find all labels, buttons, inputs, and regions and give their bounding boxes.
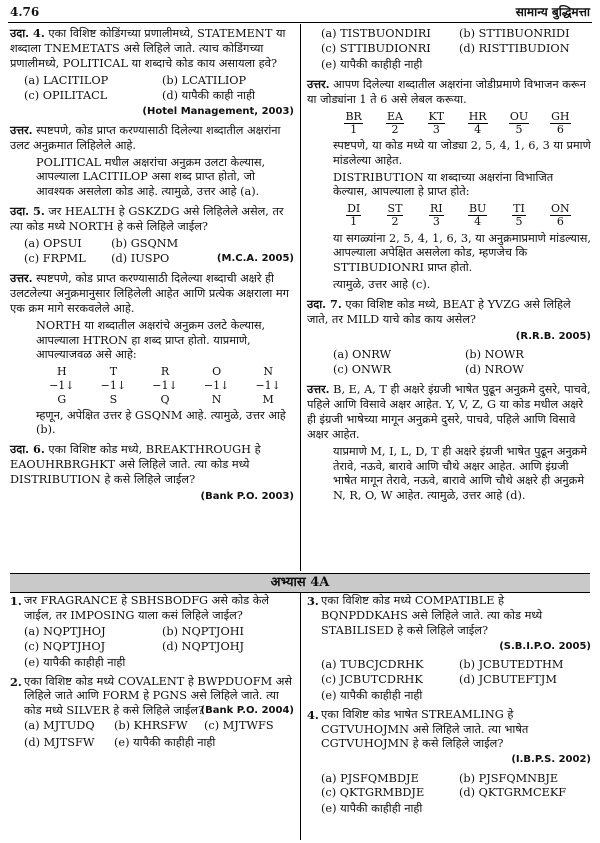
pair-number: 4 [474,122,482,136]
option-d: (d) NROW [465,363,524,377]
answer-text: NORTH या शब्दातील अक्षरांचे अनुक्रम उलटे केल्यास, आपल्याला HTRON हा शब्द प्राप्त होतो. याप्रमाणे, आपल्याजवळ असे आहे: [36,318,266,362]
answer-text: त्यामुळे, उत्तर आहे (c). [333,278,431,292]
left-column [10,26,294,508]
options [321,27,591,57]
pair: HR [468,109,487,123]
code-letter: M [262,392,274,406]
example-6 [10,442,294,503]
pair-number: 1 [350,122,358,136]
arrow: −1↓ [203,379,230,393]
pair-number: 2 [391,215,399,229]
code-letter: Q [160,392,170,406]
options [333,348,591,378]
exercise-right-column [307,594,591,821]
option-e: (e) यापैकी काहीही नाही [321,57,423,71]
exercise-question-2 [10,675,294,752]
answer-6 [307,77,591,293]
arrow: −1↓ [49,379,75,393]
option-c: (c) OPILITACL [24,88,108,102]
pair: BU [468,202,487,216]
option-a: (a) ONRW [333,348,392,362]
question-text: एका विशिष्ट कोड मध्ये COMPATIBLE हे BQNPDDKAHS असे लिहिले जाते. त्या कोड मध्ये STABILISED हे कसे लिहिले जाईल? [321,594,543,637]
pair-table-2 [333,203,581,228]
question-number: 4. [307,707,319,722]
letter: O [212,365,222,379]
arrow: −1↓ [100,379,127,393]
source: (Bank P.O. 2004) [200,705,294,717]
source: (I.B.P.S. 2002) [511,754,591,766]
exercise-column-divider [300,592,301,840]
option-c: (c) QKTGRMBDJE [321,786,425,800]
exercise-question-3 [307,594,591,704]
letter-mapping [36,365,294,406]
option-a: (a) TUBCJCDRHK [321,657,424,671]
code-letter: N [211,392,222,406]
option-e: (e) यापैकी काहीही नाही [321,688,423,702]
source: (Hotel Management, 2003) [142,105,294,117]
pair-number: 3 [432,215,440,229]
example-6-options [307,27,591,73]
answer-label: उत्तर. [10,270,33,285]
letter: R [160,365,170,379]
option-a: (a) TISTBUONDIRI [321,27,431,40]
answer-label: उत्तर. [307,381,330,396]
arrow: −1↓ [152,379,178,393]
options [24,625,294,655]
source: (R.R.B. 2005) [515,330,591,342]
letter: H [57,365,67,379]
pair-number: 4 [474,215,482,229]
pair: TI [513,202,525,216]
answer-text: POLITICAL मधील अक्षरांचा अनुक्रम उलटा केल्यास, आपल्याला LACITILOP असा शब्द प्राप्त होतो, जो आवश्यक असलेला कोड आहे. त्यामुळे, उत्तर आहे (a). [36,155,266,199]
page-header [10,3,590,21]
source: (M.C.A. 2005) [216,252,294,264]
question-text: जर HEALTH हे GSKZDG असे लिहिलेले असेल, तर त्या कोड मध्ये NORTH हे कसे लिहिले जाईल? [10,205,284,234]
example-label: उदा. 4. [10,26,45,40]
page-title: सामान्य बुद्धिमत्ता [515,5,590,20]
answer-text: म्हणून, अपेक्षित उत्तर हे GSQNM आहे. त्यामुळे, उत्तर आहे (b). [36,408,286,437]
option-d: (d) RISTTIBUDION [459,41,570,55]
pair-number: 6 [556,122,564,136]
pair: EA [387,109,403,123]
answer-text: B, E, A, T ही अक्षरे इंग्रजी भाषेत पुढून अनुक्रमे दुसरे, पाचवे, पहिले आणि विसावे अक्षर आहेत. Y, V, Z, G या कोड मधील अक्षरे ही इंग्रजी भाषेच्या मागून अनुक्रमे दुसरे, पाचवे, पहिले आणि विसावे अक्षर आहेत. [307,382,591,441]
answer-text: या सगळ्यांना 2, 5, 4, 1, 6, 3, या अनुक्रमाप्रमाणे मांडल्यास, आपल्याला अपेक्षित असलेला कोड, म्हणजेच कि STTIBUDIONRI प्राप्त होतो. [333,231,592,275]
pair: BR [345,109,362,123]
pair-number: 5 [515,122,523,136]
pair: ON [550,202,570,216]
option-c: (c) JCBUTCDRHK [321,672,423,686]
option-b: (b) JCBUTEDTHM [459,657,564,671]
option-d: (d) JCBUTEFTJM [459,672,557,686]
pair-number: 2 [391,122,399,136]
option-b: (b) KHRSFW [114,719,188,733]
page-number: 4.76 [10,5,40,20]
options [24,74,294,104]
question-text: एका विशिष्ट कोड मध्ये, BEAT हे YVZG असे लिहिले जाते, तर MILD याचे कोड काय असेल? [307,298,571,327]
question-number: 2. [10,674,22,689]
answer-text: DISTRIBUTION या शब्दाच्या अक्षरांना विभाजित केल्यास, आपल्याला हे प्राप्त होते: [333,170,554,199]
letter: T [109,365,118,379]
answer-text: स्पष्टपणे, कोड प्राप्त करण्यासाठी दिलेल्या शब्दातील अक्षरांना उलट अनुक्रमात लिहिलेले आहे. [10,123,281,152]
exercise-question-4 [307,708,591,818]
exercise-banner [10,573,590,593]
source: (Bank P.O. 2003) [200,491,294,503]
pair: OU [509,109,529,123]
option-d: (d) NQPTJOHJ [162,639,245,653]
options [24,719,294,734]
option-b: (b) LCATILIOP [162,73,247,87]
question-text: एका विशिष्ट कोडिंगच्या प्रणालीमध्ये, STATEMENT या शब्दाला TNEMETATS असे लिहिले जाते. त्याच कोडिंगच्या प्रणालीमध्ये, POLITICAL या शब्दाचे कोड काय असायला हवे? [10,27,286,70]
option-b: (b) STTIBUONRIDI [459,27,570,40]
pair: GH [551,109,570,123]
pair: ST [387,202,403,216]
pair: DI [347,202,361,216]
letter: N [263,365,273,379]
option-b: (b) NOWR [465,348,524,362]
answer-text: स्पष्टपणे, कोड प्राप्त करण्यासाठी दिलेल्या शब्दाची अक्षरे ही उलटलेल्या अनुक्रमानुसार लिहिलेली आहेत आणि प्रत्येक अक्षराला मग एक क्रम मागे सरकवलेले आहे. [10,271,289,315]
option-a: (a) NQPTJHOJ [24,624,106,638]
example-label: उदा. 5. [10,204,45,219]
option-b: (b) GSQNM [111,237,179,251]
header-rule [8,22,592,23]
exercise-question-1 [10,594,294,671]
option-e: (e) यापैकी काहीही नाही [321,802,423,816]
option-b: (b) NQPTJOHI [162,624,245,638]
option-e: (e) यापैकी काहीही नाही [24,655,126,669]
option-a: (a) LACITILOP [24,73,109,87]
answer-text: आपण दिलेल्या शब्दातील अक्षरांना जोडीप्रमाणे विभाजन करून या जोड्यांना 1 ते 6 असे लेबल करूया. [307,77,586,106]
arrow: −1↓ [255,379,281,393]
pair: KT [428,109,445,123]
option-a: (a) PJSFQMBDJE [321,771,419,785]
option-e: (e) यापैकी काहीही नाही [114,736,216,750]
example-7 [307,297,591,378]
question-number: 3. [307,594,319,608]
answer-text: याप्रमाणे M, I, L, D, T ही अक्षरे इंग्रजी भाषेत पुढून अनुक्रमे तेरावे, नऊवे, बारावे आणि चौथे अक्षर आहेत. आणि इंग्रजी भाषेत मागून तेरावे, नऊवे, बारावे आणि चौथे अक्षरे ही अनुक्रमे N, R, O, W आहेत. त्यामुळे, उत्तर आहे (d). [333,444,588,503]
pair-number: 6 [556,215,564,229]
source: (S.B.I.P.O. 2005) [499,640,591,652]
pair-number: 3 [432,122,440,136]
exercise-left-column [10,594,294,755]
option-d: (d) IUSPO [111,251,170,265]
option-b: (b) PJSFQMNBJE [459,771,559,785]
option-d: (d) QKTGRMCEKF [459,786,567,800]
option-c: (c) MJTWFS [204,719,274,733]
column-divider [300,24,301,571]
example-5 [10,204,294,267]
exercise-title: अभ्यास 4A [270,575,330,590]
options [24,237,294,267]
question-text: जर FRAGRANCE हे SBHSBODFG असे कोड केले जाईल, तर IMPOSING याला कसं लिहिले जाईल? [24,594,270,622]
answer-5 [10,271,294,439]
option-c: (c) FRPML [24,251,86,265]
option-d: (d) MJTSFW [24,736,95,750]
option-c: (c) NQPTJHOJ [24,639,106,653]
pair-number: 5 [515,215,523,229]
example-label: उदा. 7. [307,297,342,312]
code-letter: S [109,392,118,406]
answer-text: स्पष्टपणे, या कोड मध्ये या जोड्या 2, 5, 4, 1, 6, 3 या प्रमाणे मांडलेल्या आहेत. [333,138,591,167]
question-text: एका विशिष्ट कोड मध्ये, BREAKTHROUGH हे EAOUHRBRGHKT असे लिहिले जाते. त्या कोड मध्ये DISTRIBUTION हे कसे लिहिले जाईल? [10,443,261,487]
options [321,658,591,688]
options-2 [24,736,294,751]
question-text: एका विशिष्ट कोड मध्ये COVALENT हे BWPDUOFM असे लिहिले जाते आणि FORM हे PGNS असे लिहिले जाते. त्या कोड मध्ये SILVER हे कसे लिहिले जाईल? [24,674,293,718]
option-a: (a) MJTUDQ [24,719,95,733]
question-text: एका विशिष्ट कोड भाषेत STREAMLING हे CGTVUHOJMN असे लिहिले जाते. त्या भाषेत CGTVUHOJMN हे कसे लिहिले जाईल? [321,707,529,751]
answer-label: उत्तर. [10,122,33,137]
right-column [307,26,591,508]
option-c: (c) ONWR [333,363,391,377]
option-d: (d) यापैकी काही नाही [162,88,255,102]
options [321,772,591,802]
answer-4 [10,123,294,201]
answer-label: उत्तर. [307,76,330,91]
example-label: उदा. 6. [10,442,45,457]
code-letter: G [57,392,67,406]
question-number: 1. [10,594,22,608]
answer-7 [307,382,591,504]
option-c: (c) STTIBUDIONRI [321,41,431,55]
pair-table-1 [333,111,581,136]
pair: RI [430,202,443,216]
pair-number: 1 [350,215,358,229]
option-a: (a) OPSUI [24,237,82,251]
example-4 [10,26,294,118]
